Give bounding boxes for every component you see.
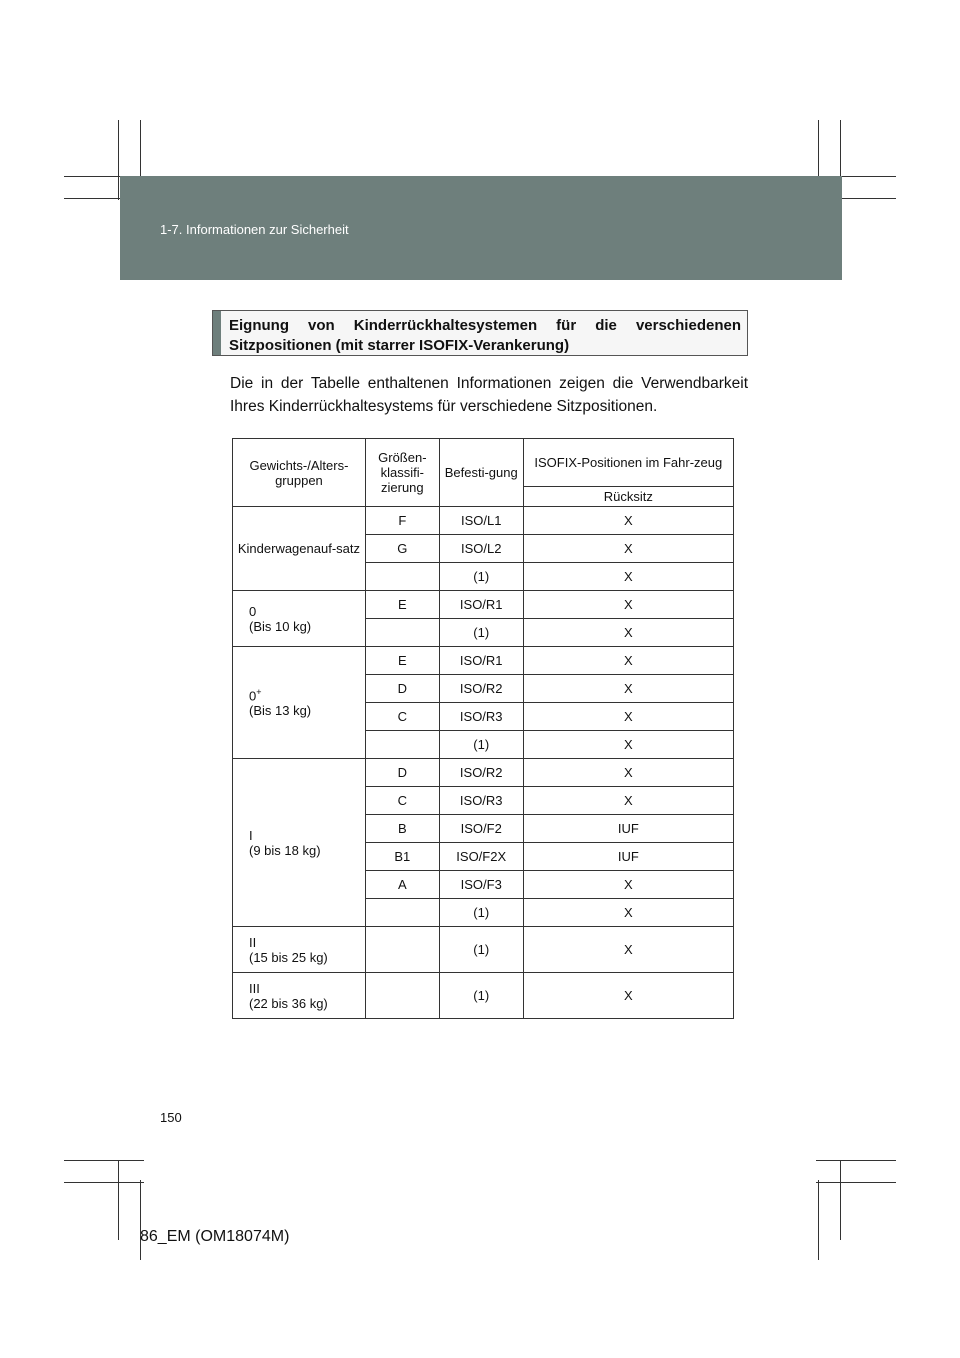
crop-mark xyxy=(140,1180,141,1260)
fixture-cell: (1) xyxy=(439,973,523,1019)
section-label: 1-7. Informationen zur Sicherheit xyxy=(160,222,349,237)
size-class-cell: G xyxy=(365,535,439,563)
rear-seat-cell: X xyxy=(523,973,733,1019)
table-row xyxy=(233,973,734,1019)
group-weight-range: (22 bis 36 kg) xyxy=(249,995,328,1011)
group-label: 0 xyxy=(249,603,257,619)
size-class-cell xyxy=(365,563,439,591)
header-band xyxy=(120,176,842,280)
rear-seat-cell: X xyxy=(523,675,733,703)
isofix-compatibility-table xyxy=(232,438,734,1019)
fixture-cell: ISO/R3 xyxy=(439,787,523,815)
group-label: I xyxy=(249,827,253,843)
rear-seat-cell: X xyxy=(523,619,733,647)
table-row xyxy=(233,927,734,973)
group-label: Kinderwagenauf-satz xyxy=(237,541,360,556)
size-class-cell xyxy=(365,899,439,927)
rear-seat-cell: X xyxy=(523,759,733,787)
weight-group-cell xyxy=(233,591,366,647)
size-class-cell: D xyxy=(365,759,439,787)
page-number: 150 xyxy=(160,1110,182,1125)
table-row xyxy=(233,591,734,619)
size-class-cell: E xyxy=(365,591,439,619)
table-row xyxy=(233,759,734,787)
header-group: Gewichts-/Alters-gruppen xyxy=(233,439,366,507)
rear-seat-cell: X xyxy=(523,591,733,619)
size-class-cell: A xyxy=(365,871,439,899)
rear-seat-cell: X xyxy=(523,507,733,535)
size-class-cell: B xyxy=(365,815,439,843)
size-class-cell xyxy=(365,731,439,759)
size-class-cell: F xyxy=(365,507,439,535)
rear-seat-cell: X xyxy=(523,535,733,563)
fixture-cell: ISO/L1 xyxy=(439,507,523,535)
group-label: III xyxy=(249,980,260,996)
fixture-cell: ISO/R1 xyxy=(439,591,523,619)
heading-accent-bar xyxy=(213,311,221,355)
group-weight-range: (15 bis 25 kg) xyxy=(249,949,328,965)
header-rear-seat: Rücksitz xyxy=(523,487,733,507)
crop-mark xyxy=(816,1160,896,1161)
rear-seat-cell: X xyxy=(523,871,733,899)
size-class-cell xyxy=(365,927,439,973)
fixture-cell: (1) xyxy=(439,563,523,591)
weight-group-cell xyxy=(233,973,366,1019)
rear-seat-cell: X xyxy=(523,787,733,815)
header-size-class: Größen-klassifi-zierung xyxy=(365,439,439,507)
table-row xyxy=(233,507,734,535)
crop-mark xyxy=(816,1182,896,1183)
footer-code: 86_EM (OM18074M) xyxy=(140,1228,290,1245)
fixture-cell: (1) xyxy=(439,927,523,973)
group-label-superscript: + xyxy=(256,686,262,697)
size-class-cell xyxy=(365,619,439,647)
rear-seat-cell: IUF xyxy=(523,843,733,871)
group-label: II xyxy=(249,934,257,950)
rear-seat-cell: X xyxy=(523,563,733,591)
fixture-cell: (1) xyxy=(439,899,523,927)
size-class-cell: E xyxy=(365,647,439,675)
group-label: 0 xyxy=(249,688,257,704)
crop-mark xyxy=(818,1180,819,1260)
heading-text: Eignung von Kinderrückhaltesystemen für die verschiedenen Sitzpositionen (mit starrer ISOFIX-Verankerung) xyxy=(229,317,741,354)
fixture-cell: ISO/R2 xyxy=(439,675,523,703)
fixture-cell: ISO/F3 xyxy=(439,871,523,899)
rear-seat-cell: X xyxy=(523,703,733,731)
table-body xyxy=(233,507,734,1019)
rear-seat-cell: X xyxy=(523,927,733,973)
fixture-cell: ISO/L2 xyxy=(439,535,523,563)
weight-group-cell xyxy=(233,759,366,927)
group-weight-range: (9 bis 18 kg) xyxy=(249,842,321,858)
rear-seat-cell: X xyxy=(523,647,733,675)
group-weight-range: (Bis 13 kg) xyxy=(249,703,312,719)
fixture-cell: (1) xyxy=(439,731,523,759)
weight-group-cell xyxy=(233,647,366,759)
rear-seat-cell: X xyxy=(523,731,733,759)
group-weight-range: (Bis 10 kg) xyxy=(249,618,312,634)
weight-group-cell xyxy=(233,927,366,973)
section-heading xyxy=(212,310,748,356)
rear-seat-cell: X xyxy=(523,899,733,927)
size-class-cell: D xyxy=(365,675,439,703)
table-row xyxy=(233,647,734,675)
size-class-cell xyxy=(365,973,439,1019)
header-fixture: Befesti-gung xyxy=(439,439,523,507)
intro-paragraph: Die in der Tabelle enthaltenen Informationen zeigen die Verwendbarkeit Ihres Kinderrückhaltesystems für verschiedene Sitzpositionen. xyxy=(230,375,748,415)
crop-mark xyxy=(118,1160,119,1240)
crop-mark xyxy=(840,1160,841,1240)
size-class-cell: B1 xyxy=(365,843,439,871)
fixture-cell: ISO/F2X xyxy=(439,843,523,871)
rear-seat-cell: IUF xyxy=(523,815,733,843)
weight-group-cell xyxy=(233,507,366,591)
crop-mark xyxy=(118,120,119,200)
fixture-cell: ISO/R1 xyxy=(439,647,523,675)
fixture-cell: ISO/R2 xyxy=(439,759,523,787)
fixture-cell: (1) xyxy=(439,619,523,647)
crop-mark xyxy=(64,1182,144,1183)
size-class-cell: C xyxy=(365,787,439,815)
crop-mark xyxy=(64,1160,144,1161)
header-isofix-positions: ISOFIX-Positionen im Fahr-zeug xyxy=(523,439,733,487)
fixture-cell: ISO/F2 xyxy=(439,815,523,843)
size-class-cell: C xyxy=(365,703,439,731)
fixture-cell: ISO/R3 xyxy=(439,703,523,731)
